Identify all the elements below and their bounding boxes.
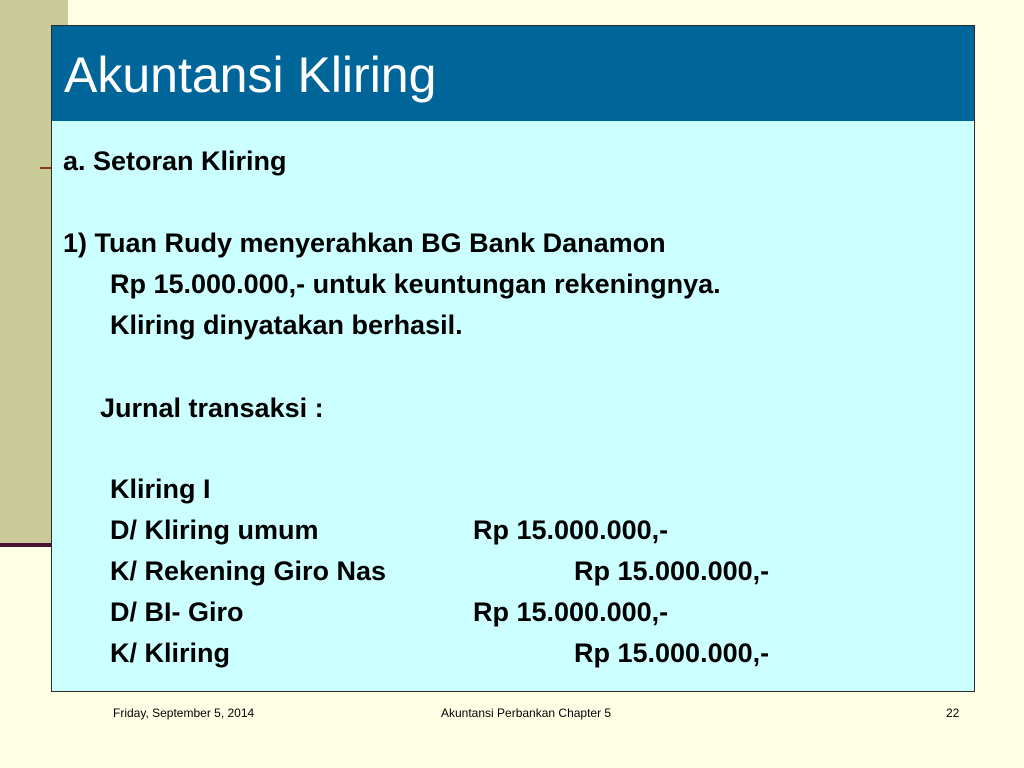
paragraph-line-1: 1) Tuan Rudy menyerahkan BG Bank Danamon — [63, 228, 666, 258]
paragraph-line-2: Rp 15.000.000,- untuk keuntungan rekeningnya. — [110, 269, 721, 299]
slide-content-box — [51, 25, 975, 692]
paragraph-line-3: Kliring dinyatakan berhasil. — [110, 310, 463, 340]
entry-account: K/ Rekening Giro Nas — [110, 556, 387, 586]
entry-amount: Rp 15.000.000,- — [473, 515, 669, 545]
entry-account: D/ Kliring umum — [110, 515, 319, 545]
section-heading: a. Setoran Kliring — [63, 146, 287, 176]
footer-page-number: 22 — [946, 706, 960, 720]
slide-title: Akuntansi Kliring — [64, 47, 437, 103]
footer-date: Friday, September 5, 2014 — [113, 706, 255, 720]
title-bar — [52, 26, 974, 121]
entry-amount: Rp 15.000.000,- — [574, 556, 770, 586]
entry-amount: Rp 15.000.000,- — [473, 597, 669, 627]
entry-account: K/ Kliring — [110, 638, 230, 668]
entry-amount: Rp 15.000.000,- — [574, 638, 770, 668]
journal-title: Kliring I — [110, 474, 211, 504]
footer-course: Akuntansi Perbankan Chapter 5 — [441, 706, 612, 720]
entry-account: D/ BI- Giro — [110, 597, 244, 627]
journal-label: Jurnal transaksi : — [100, 393, 324, 423]
